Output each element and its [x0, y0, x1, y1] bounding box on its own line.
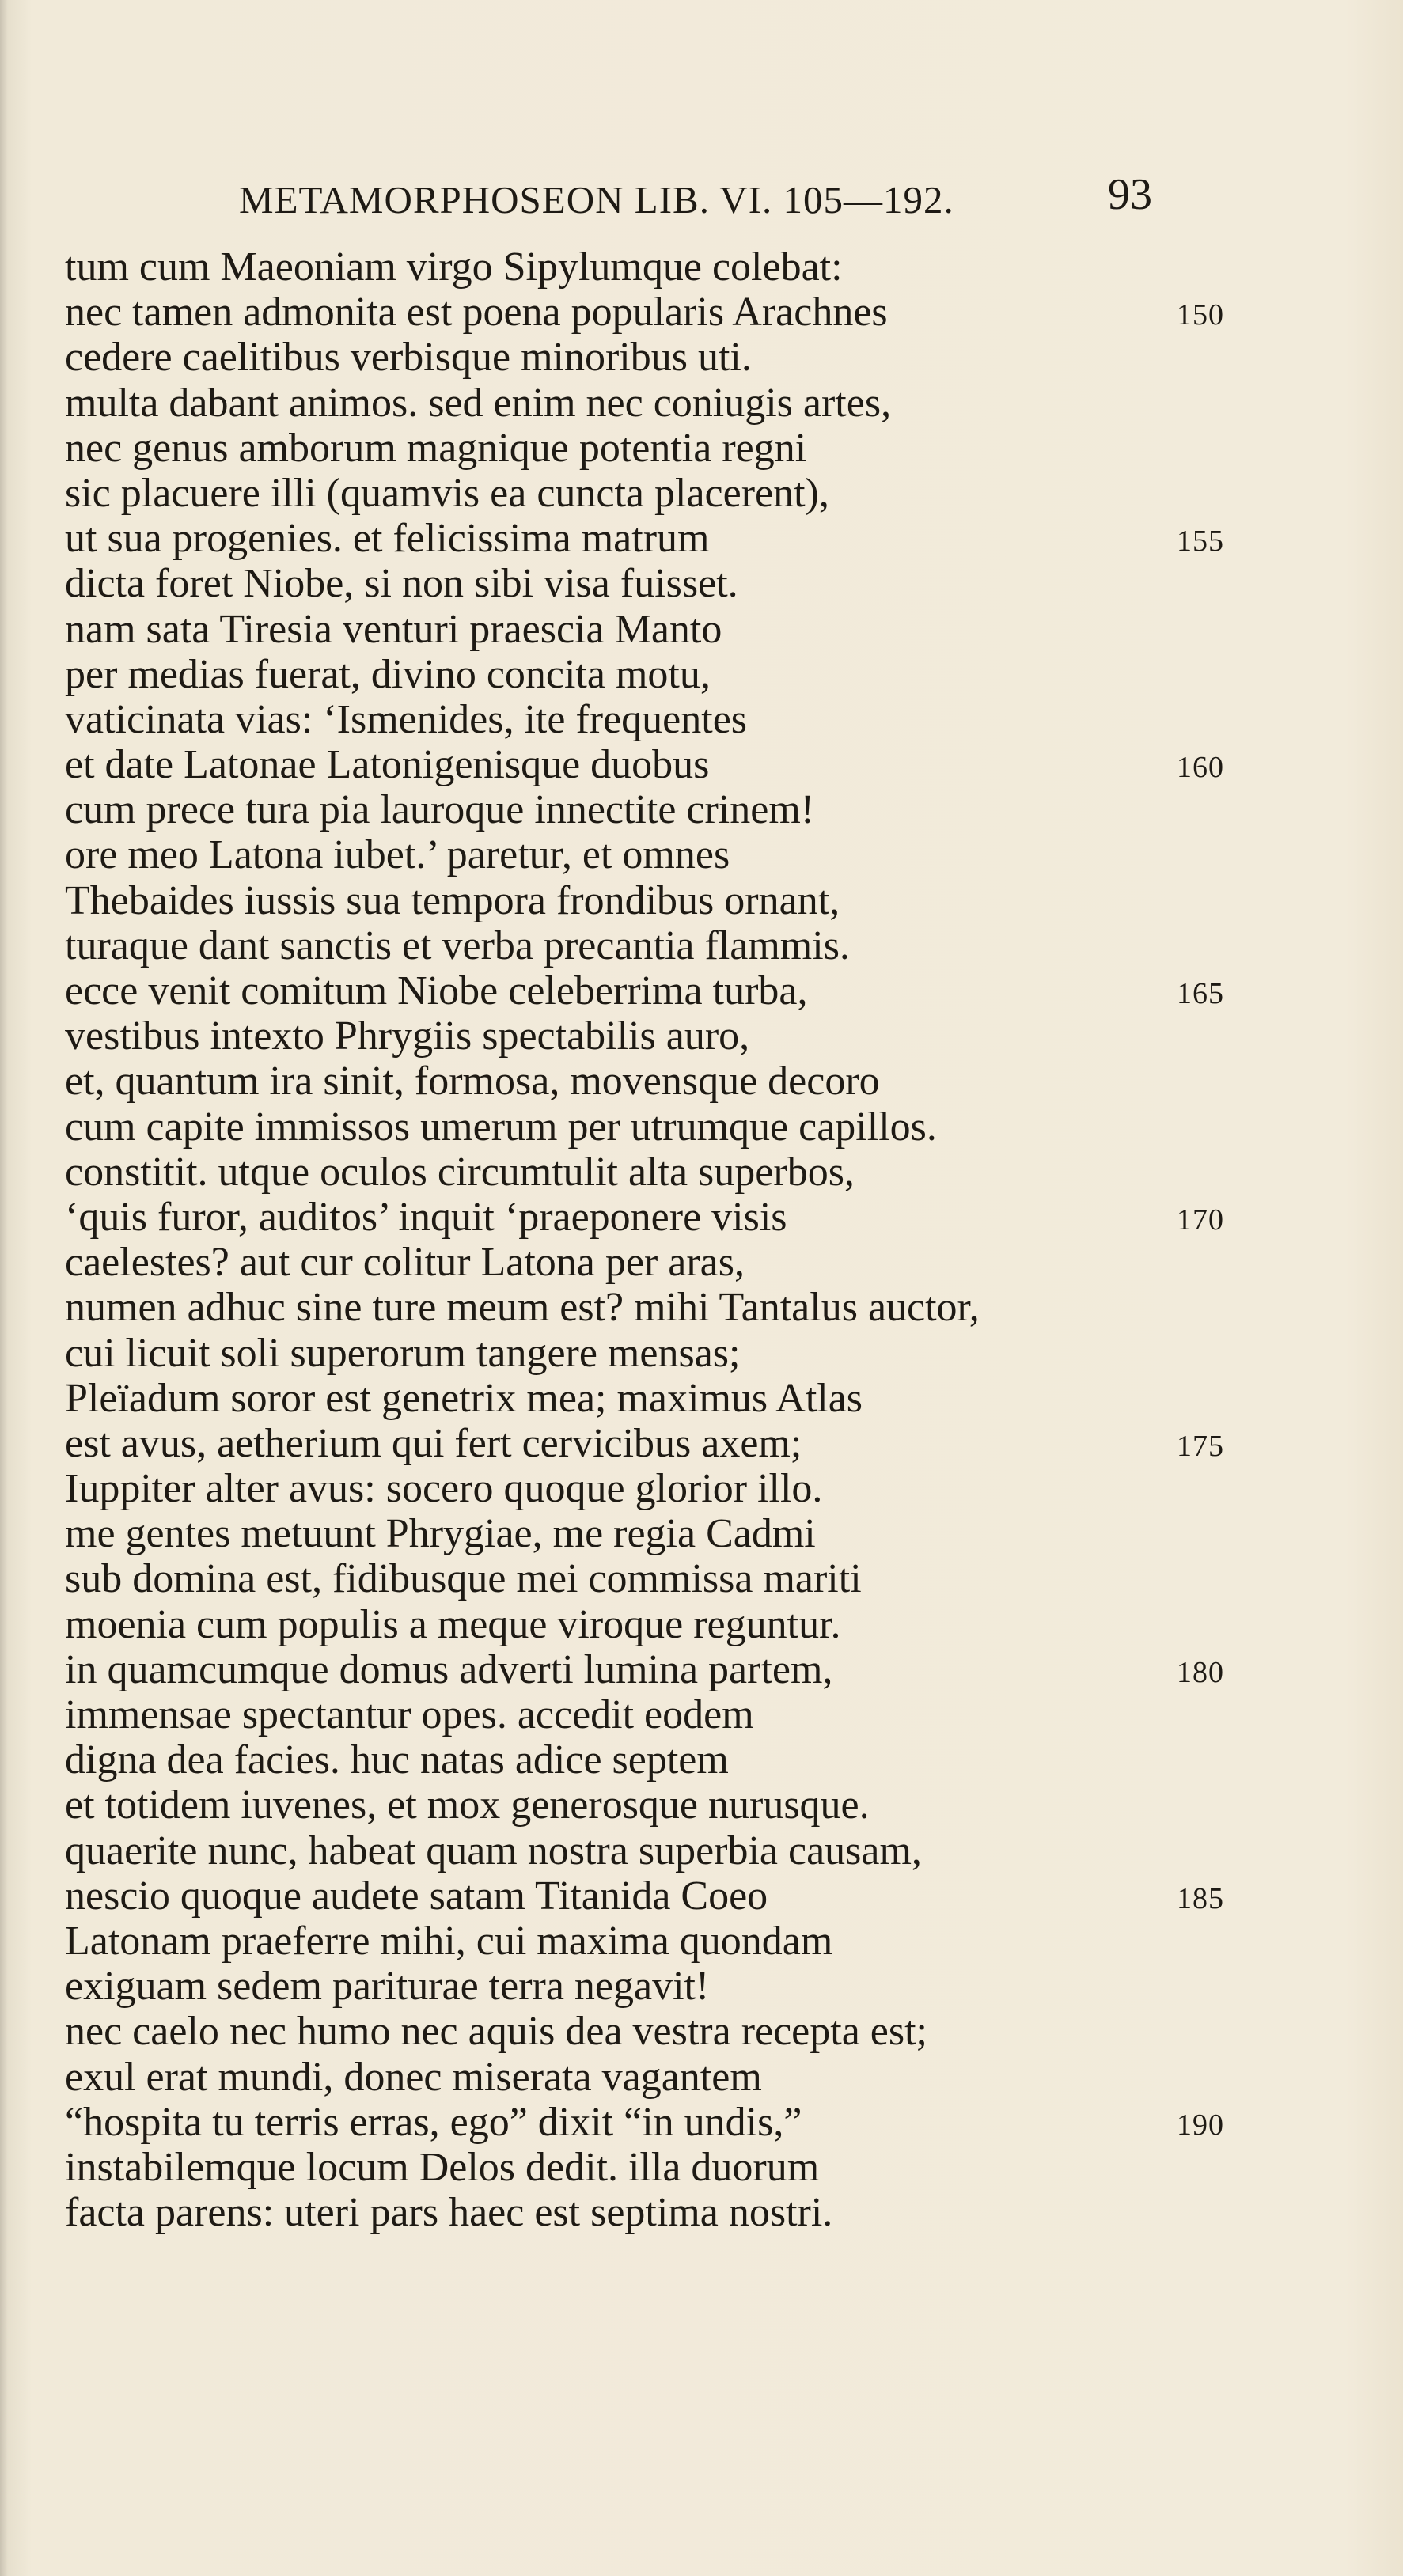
verse-text: Thebaides iussis sua tempora frondibus ornant, [65, 877, 840, 923]
verse-text: et, quantum ira sinit, formosa, movensque decoro [65, 1059, 880, 1104]
verse-line [65, 1421, 1236, 1466]
verse-line [65, 2055, 1236, 2100]
verse-line [65, 516, 1236, 561]
verse-line [65, 1511, 1236, 1556]
verse-line [65, 1059, 1236, 1104]
verse-line [65, 968, 1236, 1013]
verse-text: exiguam sedem pariturae terra negavit! [65, 1964, 710, 2010]
page-number: 93 [1108, 170, 1152, 219]
verse-text: exul erat mundi, donec miserata vagantem [65, 2054, 762, 2100]
verse-line [65, 471, 1236, 516]
verse-text: “hospita tu terris erras, ego” dixit “in undis,” [65, 2099, 802, 2145]
verse-line [65, 1602, 1236, 1647]
verse-text: quaerite nunc, habeat quam nostra superbia causam, [65, 1828, 922, 1873]
verse-text: ecce venit comitum Niobe celeberrima turba, [65, 968, 808, 1013]
verse-line [65, 742, 1236, 787]
verse-text: nec tamen admonita est poena popularis Arachnes [65, 290, 888, 335]
verse-block [65, 244, 1236, 2235]
verse-line [65, 1013, 1236, 1059]
verse-line [65, 1828, 1236, 1873]
verse-line [65, 1692, 1236, 1737]
verse-text: tum cum Maeoniam virgo Sipylumque colebat: [65, 244, 843, 290]
verse-text: constitit. utque oculos circumtulit alta superbos, [65, 1149, 855, 1195]
verse-text: nescio quoque audete satam Titanida Coeo [65, 1873, 768, 1919]
verse-line [65, 2190, 1236, 2235]
verse-text: in quamcumque domus adverti lumina partem, [65, 1646, 833, 1692]
verse-line [65, 2100, 1236, 2145]
verse-line [65, 2145, 1236, 2190]
verse-line [65, 1964, 1236, 2009]
verse-line [65, 923, 1236, 968]
verse-text: instabilemque locum Delos dedit. illa duorum [65, 2144, 820, 2190]
verse-line [65, 652, 1236, 697]
verse-line [65, 1104, 1236, 1150]
verse-text: Pleïadum soror est genetrix mea; maximus Atlas [65, 1375, 863, 1421]
line-number: 165 [1177, 977, 1224, 1010]
page-header [0, 169, 1403, 225]
verse-line [65, 1782, 1236, 1828]
verse-text: Latonam praeferre mihi, cui maxima quondam [65, 1918, 833, 1964]
verse-text: digna dea facies. huc natas adice septem [65, 1737, 729, 1783]
verse-line [65, 1737, 1236, 1782]
verse-text: cedere caelitibus verbisque minoribus uti. [65, 335, 752, 381]
verse-line [65, 787, 1236, 832]
line-number: 160 [1177, 751, 1224, 785]
verse-line [65, 1647, 1236, 1692]
verse-line [65, 878, 1236, 923]
verse-line [65, 1919, 1236, 1964]
verse-text: nec caelo nec humo nec aquis dea vestra recepta est; [65, 2009, 927, 2055]
line-number: 150 [1177, 298, 1224, 332]
verse-text: dicta foret Niobe, si non sibi visa fuisset. [65, 561, 738, 607]
verse-text: et date Latonae Latonigenisque duobus [65, 742, 710, 788]
verse-text: Iuppiter alter avus: socero quoque glorior illo. [65, 1466, 823, 1512]
verse-text: numen adhuc sine ture meum est? mihi Tantalus auctor, [65, 1285, 980, 1331]
verse-line [65, 607, 1236, 652]
verse-text: cum capite immissos umerum per utrumque capillos. [65, 1104, 937, 1150]
verse-text: ore meo Latona iubet.’ paretur, et omnes [65, 832, 730, 878]
line-number: 175 [1177, 1429, 1224, 1463]
verse-text: turaque dant sanctis et verba precantia flammis. [65, 922, 850, 968]
line-number: 155 [1177, 525, 1224, 559]
verse-line [65, 244, 1236, 290]
verse-text: nec genus amborum magnique potentia regni [65, 425, 807, 471]
verse-line [65, 335, 1236, 380]
verse-text: cui licuit soli superorum tangere mensas; [65, 1330, 741, 1376]
verse-text: vestibus intexto Phrygiis spectabilis auro, [65, 1013, 750, 1059]
verse-line [65, 697, 1236, 742]
verse-text: et totidem iuvenes, et mox generosque nurusque. [65, 1782, 870, 1828]
verse-text: sic placuere illi (quamvis ea cuncta placerent), [65, 470, 829, 516]
verse-line [65, 381, 1236, 426]
verse-line [65, 1466, 1236, 1511]
verse-line [65, 1873, 1236, 1919]
verse-text: per medias fuerat, divino concita motu, [65, 651, 711, 697]
verse-line [65, 290, 1236, 335]
line-number: 190 [1177, 2108, 1224, 2142]
verse-line [65, 1376, 1236, 1421]
line-number: 185 [1177, 1881, 1224, 1915]
verse-text: me gentes metuunt Phrygiae, me regia Cadmi [65, 1511, 816, 1557]
verse-text: multa dabant animos. sed enim nec coniugis artes, [65, 380, 892, 426]
verse-text: est avus, aetherium qui fert cervicibus axem; [65, 1420, 802, 1466]
verse-text: sub domina est, fidibusque mei commissa mariti [65, 1556, 862, 1602]
verse-text: facta parens: uteri pars haec est septima nostri. [65, 2190, 833, 2236]
verse-text: nam sata Tiresia venturi praescia Manto [65, 606, 722, 652]
verse-text: vaticinata vias: ‘Ismenides, ite frequentes [65, 696, 748, 742]
verse-text: ‘quis furor, auditos’ inquit ‘praeponere visis [65, 1194, 787, 1240]
verse-text: immensae spectantur opes. accedit eodem [65, 1692, 754, 1737]
verse-line [65, 1331, 1236, 1376]
verse-text: moenia cum populis a meque viroque reguntur. [65, 1601, 841, 1647]
verse-text: caelestes? aut cur colitur Latona per aras, [65, 1240, 745, 1286]
verse-line [65, 1195, 1236, 1240]
running-title: METAMORPHOSEON LIB. VI. 105—192. [239, 178, 954, 222]
verse-text: cum prece tura pia lauroque innectite crinem! [65, 787, 815, 833]
verse-line [65, 1150, 1236, 1195]
verse-line [65, 426, 1236, 471]
verse-line [65, 1556, 1236, 1601]
verse-line [65, 832, 1236, 877]
verse-line [65, 561, 1236, 606]
line-number: 170 [1177, 1203, 1224, 1237]
line-number: 180 [1177, 1655, 1224, 1689]
verse-line [65, 2009, 1236, 2054]
verse-text: ut sua progenies. et felicissima matrum [65, 516, 710, 562]
verse-line [65, 1285, 1236, 1330]
verse-line [65, 1240, 1236, 1285]
